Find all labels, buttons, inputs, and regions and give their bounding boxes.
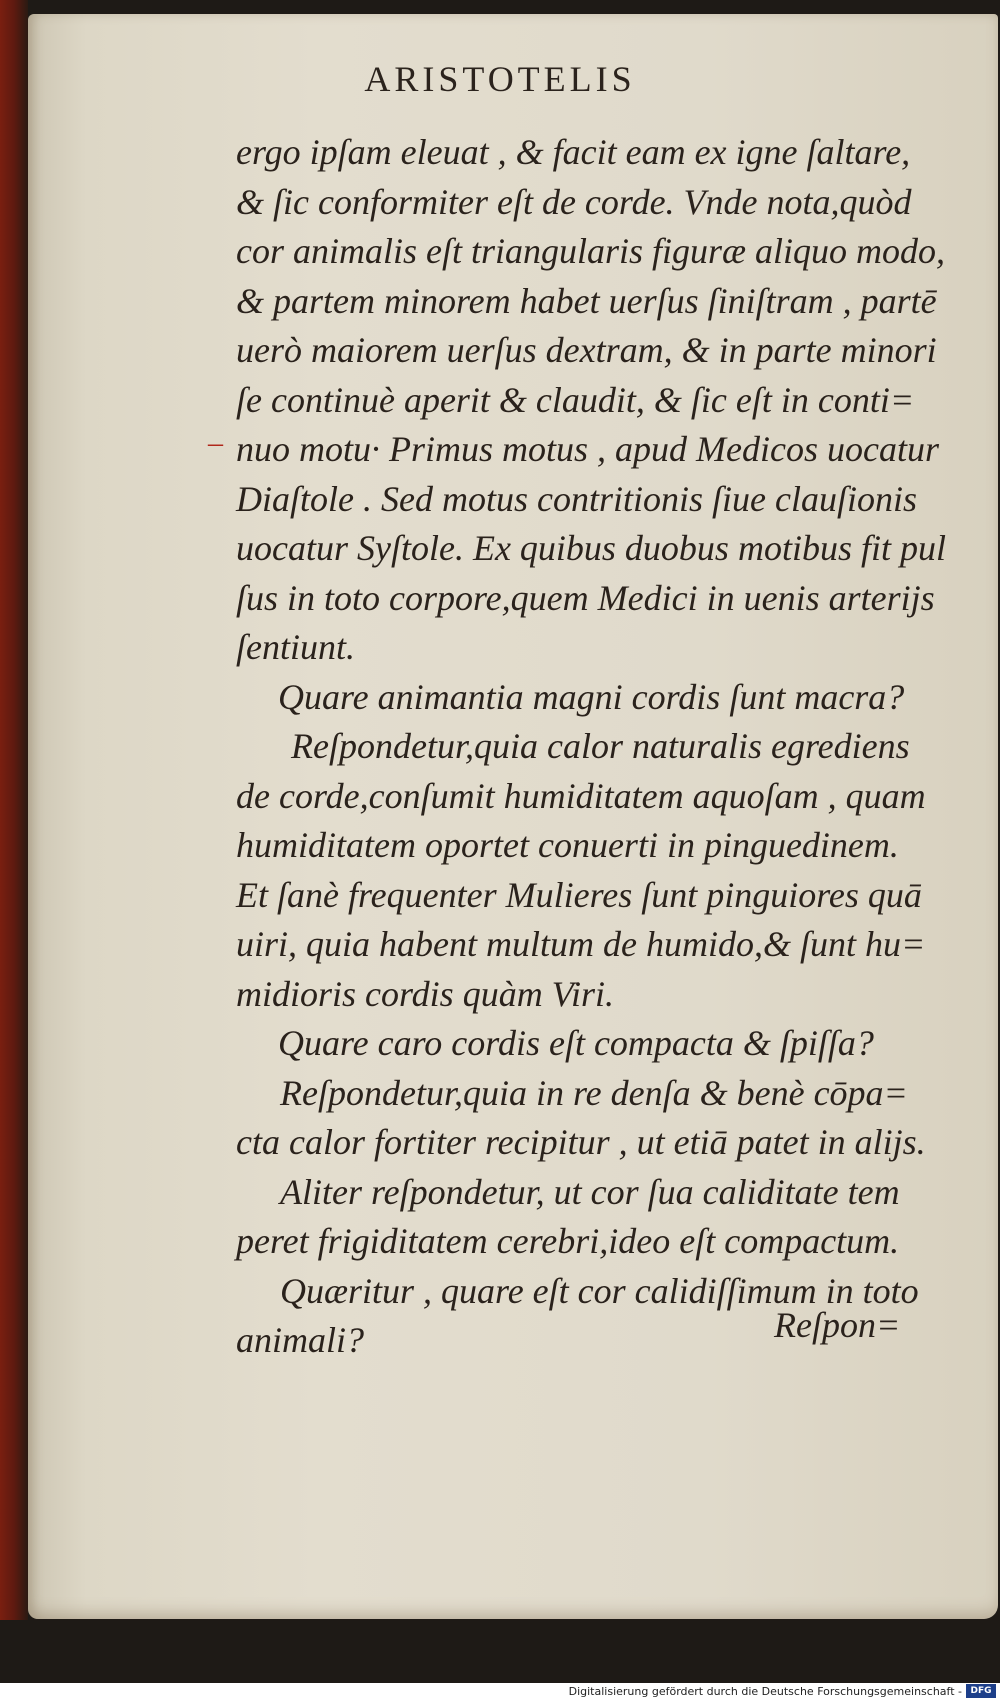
question-line: Quare animantia magni cordis ſunt macra? [278, 676, 905, 717]
text-line: uiri, quia habent multum de humido,& ſunt hu= [236, 924, 926, 964]
text-line: uerò maiorem uerſus dextram, & in parte minori [236, 330, 937, 370]
text-line: Et ſanè frequenter Mulieres ſunt pinguiores quā [236, 874, 922, 915]
book-edge [0, 0, 28, 1620]
text-line: & partem minorem habet uerſus ſiniſtram , partē [236, 280, 937, 321]
text-line: ſentiunt. [236, 627, 355, 667]
text-block [236, 128, 946, 1366]
text-line: midioris cordis quàm Viri. [236, 973, 615, 1014]
text-line: cor animalis eſt triangularis figuræ aliquo modo, [236, 231, 946, 271]
catchword: Reſpon= [774, 1305, 901, 1345]
footer-credit: Digitalisierung gefördert durch die Deutsche Forschungsgemeinschaft - [568, 1685, 962, 1698]
text-line: uocatur Syſtole. Ex quibus duobus motibus fit pul [236, 528, 946, 568]
text-line: humiditatem oportet conuerti in pinguedinem. [236, 825, 899, 865]
text-line: animali? [236, 1320, 365, 1360]
answer-line: Reſpondetur,quia in re denſa & benè cōpa= [280, 1072, 908, 1113]
margin-mark: – [208, 426, 223, 459]
text-line: ergo ipſam eleuat , & facit eam ex igne ſaltare, [236, 132, 911, 172]
answer-line: Aliter reſpondetur, ut cor ſua caliditate tem [280, 1171, 900, 1212]
text-line: cta calor fortiter recipitur , ut etiā patet in alijs. [236, 1122, 926, 1162]
text-line: de corde,conſumit humiditatem aquoſam , quam [236, 775, 926, 816]
answer-line: Reſpondetur,quia calor naturalis egrediens [291, 726, 910, 766]
text-line: Diaſtole . Sed motus contritionis ſiue clauſionis [236, 478, 917, 519]
text-line: ſus in toto corpore,quem Medici in uenis arterijs [236, 577, 935, 618]
question-line: Quare caro cordis eſt compacta & ſpiſſa? [278, 1023, 874, 1063]
text-line: ſe continuè aperit & claudit, & ſic eſt in conti= [236, 379, 915, 420]
text-line: nuo motu· Primus motus , apud Medicos uocatur [236, 429, 939, 469]
text-line: & ſic conformiter eſt de corde. Vnde nota,quòd [236, 181, 912, 222]
text-line: peret frigiditatem cerebri,ideo eſt compactum. [236, 1221, 900, 1261]
question-line: Quæritur , quare eſt cor calidiſſimum in toto [280, 1270, 919, 1311]
running-head: ARISTOTELIS [364, 59, 636, 99]
dfg-logo: DFG [966, 1684, 996, 1698]
